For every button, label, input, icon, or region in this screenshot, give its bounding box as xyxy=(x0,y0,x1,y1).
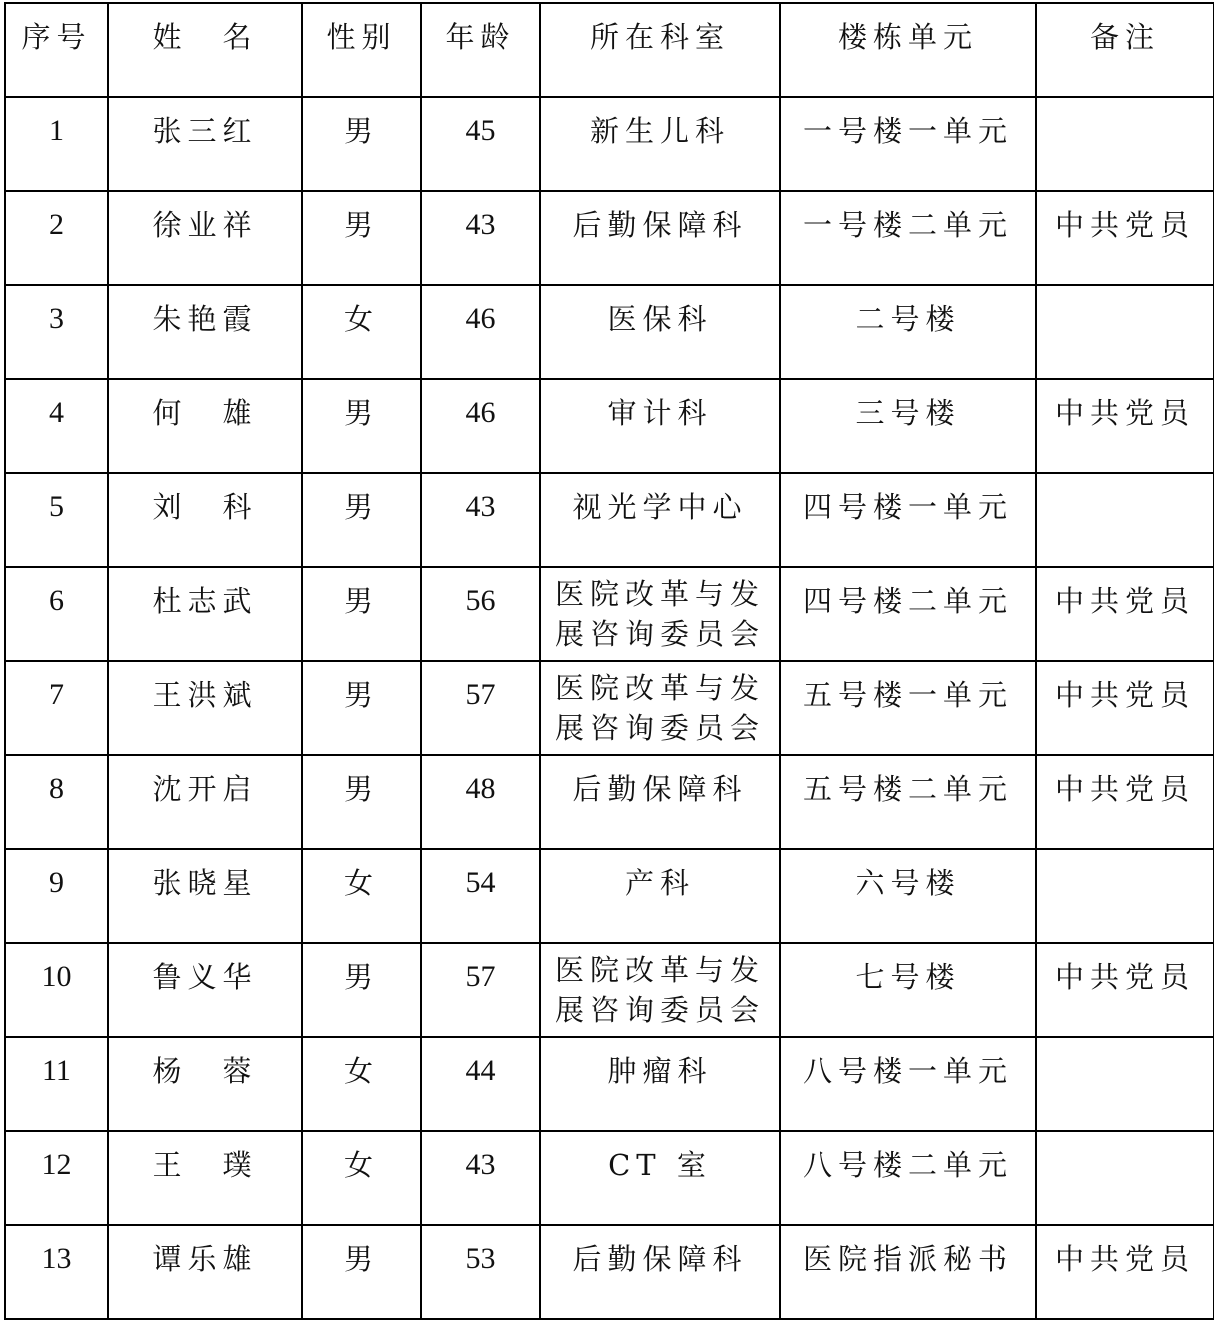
cell-no xyxy=(5,1131,108,1225)
cell-note xyxy=(1036,379,1214,473)
cell-dept-text: 后勤保障科 xyxy=(572,772,748,806)
cell-building xyxy=(780,473,1036,567)
cell-age xyxy=(421,191,540,285)
cell-note xyxy=(1036,285,1214,379)
cell-name-text: 杜志武 xyxy=(152,584,258,618)
cell-no-text: 1 xyxy=(49,114,64,147)
cell-no-text: 11 xyxy=(42,1054,71,1087)
table-row xyxy=(5,755,1214,849)
cell-gender xyxy=(302,661,421,755)
cell-gender-text: 女 xyxy=(343,1054,379,1088)
cell-gender xyxy=(302,1225,421,1319)
header-cell-no xyxy=(5,3,108,97)
cell-age-text: 43 xyxy=(465,490,496,523)
cell-dept-text: 产科 xyxy=(624,866,695,900)
cell-building xyxy=(780,1131,1036,1225)
table-row xyxy=(5,1131,1214,1225)
cell-name xyxy=(108,97,302,191)
header-row xyxy=(5,3,1214,97)
header-label: 所在科室 xyxy=(589,20,730,54)
cell-building xyxy=(780,755,1036,849)
cell-building xyxy=(780,1225,1036,1319)
cell-note-text: 中共党员 xyxy=(1054,208,1195,242)
cell-name-text: 杨 蓉 xyxy=(152,1054,258,1088)
cell-note-text: 中共党员 xyxy=(1054,772,1195,806)
cell-building xyxy=(780,943,1036,1037)
cell-dept xyxy=(540,1225,780,1319)
cell-name-text: 朱艳霞 xyxy=(152,302,258,336)
cell-dept xyxy=(540,661,780,755)
cell-note xyxy=(1036,191,1214,285)
cell-dept xyxy=(540,379,780,473)
cell-name-text: 何 雄 xyxy=(152,396,258,430)
cell-building-text: 医院指派秘书 xyxy=(802,1242,1013,1276)
cell-age-text: 43 xyxy=(465,1148,496,1181)
cell-gender-text: 男 xyxy=(343,584,379,618)
cell-note-text: 中共党员 xyxy=(1054,960,1195,994)
cell-gender xyxy=(302,1131,421,1225)
cell-dept-text: 新生儿科 xyxy=(589,114,730,148)
cell-no-text: 13 xyxy=(41,1242,72,1275)
roster-table xyxy=(4,2,1214,1320)
cell-name xyxy=(108,473,302,567)
cell-no xyxy=(5,379,108,473)
cell-note xyxy=(1036,567,1214,661)
cell-age-text: 44 xyxy=(465,1054,496,1087)
header-label: 年龄 xyxy=(445,20,516,54)
cell-age xyxy=(421,1225,540,1319)
cell-name-text: 王 璞 xyxy=(152,1148,258,1182)
cell-gender xyxy=(302,97,421,191)
cell-dept xyxy=(540,285,780,379)
cell-note xyxy=(1036,1037,1214,1131)
table-row xyxy=(5,97,1214,191)
cell-name xyxy=(108,191,302,285)
cell-gender-text: 男 xyxy=(343,208,379,242)
cell-dept-text: CT 室 xyxy=(608,1148,712,1182)
cell-no xyxy=(5,473,108,567)
cell-age-text: 57 xyxy=(465,678,496,711)
cell-name xyxy=(108,1037,302,1131)
cell-building xyxy=(780,285,1036,379)
cell-name-text: 沈开启 xyxy=(152,772,258,806)
cell-age xyxy=(421,285,540,379)
cell-gender-text: 男 xyxy=(343,1242,379,1276)
cell-note-text xyxy=(1037,286,1213,302)
cell-name-text: 张晓星 xyxy=(152,866,258,900)
cell-gender-text: 男 xyxy=(343,678,379,712)
table-row xyxy=(5,567,1214,661)
cell-age xyxy=(421,379,540,473)
cell-note-text: 中共党员 xyxy=(1054,1242,1195,1276)
cell-name-text: 王洪斌 xyxy=(152,678,258,712)
cell-no xyxy=(5,285,108,379)
cell-gender xyxy=(302,191,421,285)
cell-dept xyxy=(540,97,780,191)
cell-age-text: 46 xyxy=(465,302,496,335)
cell-age-text: 54 xyxy=(465,866,496,899)
cell-no xyxy=(5,943,108,1037)
cell-name xyxy=(108,285,302,379)
cell-building-text: 三号楼 xyxy=(855,396,961,430)
cell-no xyxy=(5,191,108,285)
cell-dept-text: 肿瘤科 xyxy=(607,1054,713,1088)
cell-dept xyxy=(540,1037,780,1131)
cell-no xyxy=(5,567,108,661)
cell-gender xyxy=(302,849,421,943)
cell-age xyxy=(421,943,540,1037)
cell-age-text: 57 xyxy=(465,960,496,993)
cell-building xyxy=(780,191,1036,285)
cell-name-text: 谭乐雄 xyxy=(152,1242,258,1276)
cell-gender-text: 女 xyxy=(343,302,379,336)
cell-building-text: 四号楼一单元 xyxy=(802,490,1013,524)
cell-name xyxy=(108,661,302,755)
cell-building xyxy=(780,849,1036,943)
cell-age xyxy=(421,661,540,755)
cell-building-text: 四号楼二单元 xyxy=(802,584,1013,618)
header-cell-note xyxy=(1036,3,1214,97)
cell-dept-text: 医保科 xyxy=(607,302,713,336)
cell-name-text: 张三红 xyxy=(152,114,258,148)
cell-note xyxy=(1036,849,1214,943)
cell-gender-text: 男 xyxy=(343,490,379,524)
cell-note-text xyxy=(1037,474,1213,490)
cell-dept xyxy=(540,755,780,849)
cell-dept-text: 医院改革与发 展咨询委员会 xyxy=(554,671,765,745)
cell-dept xyxy=(540,473,780,567)
cell-no-text: 2 xyxy=(49,208,64,241)
header-label: 备注 xyxy=(1089,20,1160,54)
cell-dept-text: 后勤保障科 xyxy=(572,1242,748,1276)
header-label: 性别 xyxy=(326,20,397,54)
cell-no xyxy=(5,1037,108,1131)
cell-note xyxy=(1036,473,1214,567)
cell-building xyxy=(780,567,1036,661)
cell-age-text: 46 xyxy=(465,396,496,429)
cell-note-text xyxy=(1037,98,1213,114)
cell-dept xyxy=(540,567,780,661)
cell-note-text xyxy=(1037,850,1213,866)
cell-name xyxy=(108,567,302,661)
header-cell-gender xyxy=(302,3,421,97)
cell-name xyxy=(108,755,302,849)
table-row xyxy=(5,1037,1214,1131)
cell-dept xyxy=(540,849,780,943)
cell-name-text: 刘 科 xyxy=(152,490,258,524)
cell-gender xyxy=(302,567,421,661)
cell-age-text: 53 xyxy=(465,1242,496,1275)
table-row xyxy=(5,661,1214,755)
cell-name-text: 徐业祥 xyxy=(152,208,258,242)
cell-name xyxy=(108,943,302,1037)
table-row xyxy=(5,943,1214,1037)
header-label: 序号 xyxy=(21,20,92,54)
cell-gender-text: 男 xyxy=(343,114,379,148)
cell-name xyxy=(108,1225,302,1319)
cell-gender-text: 女 xyxy=(343,1148,379,1182)
cell-no-text: 10 xyxy=(41,960,72,993)
cell-building-text: 二号楼 xyxy=(855,302,961,336)
table-row xyxy=(5,473,1214,567)
cell-gender xyxy=(302,379,421,473)
cell-dept-text: 审计科 xyxy=(607,396,713,430)
cell-note-text xyxy=(1037,1038,1213,1054)
cell-note xyxy=(1036,943,1214,1037)
cell-building-text: 一号楼一单元 xyxy=(802,114,1013,148)
cell-no xyxy=(5,1225,108,1319)
cell-dept-text: 医院改革与发 展咨询委员会 xyxy=(554,577,765,651)
cell-building-text: 五号楼二单元 xyxy=(802,772,1013,806)
cell-dept-text: 医院改革与发 展咨询委员会 xyxy=(554,953,765,1027)
cell-no-text: 7 xyxy=(49,678,64,711)
cell-age xyxy=(421,755,540,849)
cell-dept xyxy=(540,191,780,285)
cell-no xyxy=(5,849,108,943)
cell-age xyxy=(421,97,540,191)
cell-no xyxy=(5,661,108,755)
cell-note-text: 中共党员 xyxy=(1054,584,1195,618)
table-row xyxy=(5,849,1214,943)
cell-gender-text: 男 xyxy=(343,960,379,994)
cell-age-text: 45 xyxy=(465,114,496,147)
cell-age-text: 56 xyxy=(465,584,496,617)
cell-gender xyxy=(302,285,421,379)
header-cell-age xyxy=(421,3,540,97)
cell-no-text: 3 xyxy=(49,302,64,335)
table-row xyxy=(5,1225,1214,1319)
cell-age xyxy=(421,1037,540,1131)
cell-no xyxy=(5,97,108,191)
cell-no-text: 12 xyxy=(41,1148,72,1181)
cell-name xyxy=(108,849,302,943)
cell-building xyxy=(780,661,1036,755)
cell-building-text: 六号楼 xyxy=(855,866,961,900)
cell-age xyxy=(421,567,540,661)
header-label: 楼栋单元 xyxy=(837,20,978,54)
cell-note xyxy=(1036,661,1214,755)
cell-note-text xyxy=(1037,1132,1213,1148)
cell-no-text: 6 xyxy=(49,584,64,617)
cell-no-text: 5 xyxy=(49,490,64,523)
cell-building-text: 八号楼二单元 xyxy=(802,1148,1013,1182)
cell-no-text: 9 xyxy=(49,866,64,899)
table-row xyxy=(5,379,1214,473)
cell-note xyxy=(1036,1225,1214,1319)
cell-building xyxy=(780,1037,1036,1131)
header-cell-building xyxy=(780,3,1036,97)
cell-dept-text: 视光学中心 xyxy=(572,490,748,524)
cell-no-text: 4 xyxy=(49,396,64,429)
cell-building-text: 七号楼 xyxy=(855,960,961,994)
cell-name-text: 鲁义华 xyxy=(152,960,258,994)
cell-note-text: 中共党员 xyxy=(1054,678,1195,712)
header-label: 姓 名 xyxy=(152,20,258,54)
cell-age xyxy=(421,849,540,943)
cell-gender-text: 男 xyxy=(343,396,379,430)
cell-gender-text: 女 xyxy=(343,866,379,900)
cell-dept xyxy=(540,1131,780,1225)
cell-building-text: 一号楼二单元 xyxy=(802,208,1013,242)
cell-age xyxy=(421,1131,540,1225)
cell-building xyxy=(780,97,1036,191)
cell-age xyxy=(421,473,540,567)
cell-dept-text: 后勤保障科 xyxy=(572,208,748,242)
header-cell-name xyxy=(108,3,302,97)
cell-building-text: 八号楼一单元 xyxy=(802,1054,1013,1088)
table-row xyxy=(5,285,1214,379)
cell-note-text: 中共党员 xyxy=(1054,396,1195,430)
cell-no-text: 8 xyxy=(49,772,64,805)
cell-gender xyxy=(302,473,421,567)
cell-no xyxy=(5,755,108,849)
table-row xyxy=(5,191,1214,285)
cell-age-text: 43 xyxy=(465,208,496,241)
cell-gender-text: 男 xyxy=(343,772,379,806)
cell-building xyxy=(780,379,1036,473)
cell-gender xyxy=(302,943,421,1037)
cell-gender xyxy=(302,755,421,849)
cell-name xyxy=(108,379,302,473)
cell-age-text: 48 xyxy=(465,772,496,805)
cell-note xyxy=(1036,97,1214,191)
cell-gender xyxy=(302,1037,421,1131)
cell-name xyxy=(108,1131,302,1225)
header-cell-dept xyxy=(540,3,780,97)
cell-dept xyxy=(540,943,780,1037)
cell-building-text: 五号楼一单元 xyxy=(802,678,1013,712)
cell-note xyxy=(1036,1131,1214,1225)
cell-note xyxy=(1036,755,1214,849)
